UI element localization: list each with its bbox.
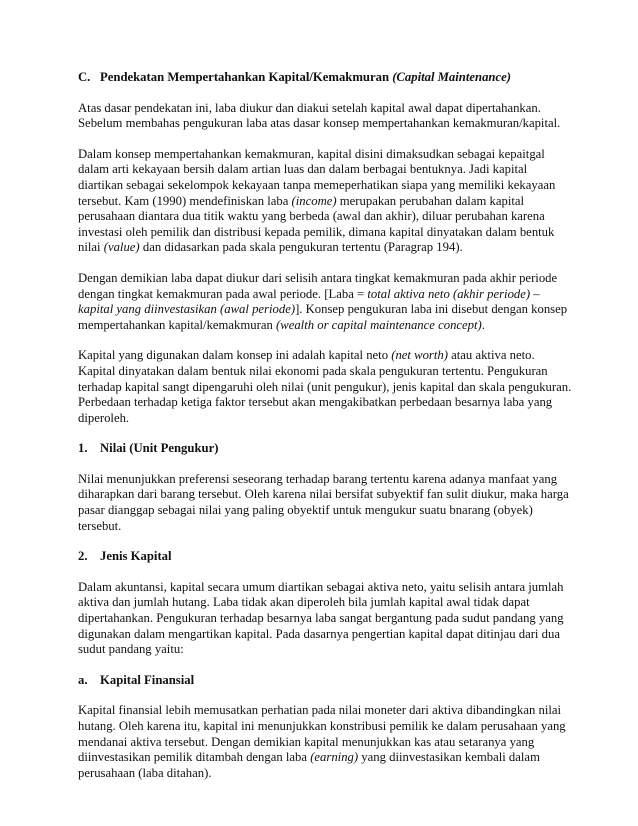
text-line: diartikan sebagai sekelompok kekayaan tanpa memeperhatikan siapa yang memiliki kekayaan — [78, 177, 556, 192]
text-line: investasi oleh pemilik dan distribusi kepada pemilik, dimana kapital dinyatakan dalam bentuk — [78, 224, 555, 239]
text-line: Nilai menunjukkan preferensi seseorang terhadap barang tertentu karena adanya manfaat yang — [78, 471, 558, 486]
text-line: perusahaan (laba ditahan). — [78, 765, 212, 780]
text-line: aktiva dan jumlah hutang. Laba tidak akan diperoleh bila jumlah kapital awal tidak dapat — [78, 595, 530, 610]
text-line: diperoleh. — [78, 410, 130, 425]
document-page — [78, 70, 578, 796]
subheading-number: 1. — [78, 441, 88, 456]
text-line: nilai (value) dan didasarkan pada skala pengukuran tertentu (Paragrap 194). — [78, 240, 463, 255]
subheading-title: Jenis Kapital — [100, 549, 172, 564]
paragraph-net-worth — [78, 348, 578, 426]
subheading-1 — [78, 441, 578, 457]
text-line: diharapkan dari barang tersebut. Oleh karena nilai bersifat subyektif fan sulit diukur, maka harga — [78, 487, 569, 502]
section-number: C. — [78, 70, 91, 84]
text-line: sudut pandang yaitu: — [78, 642, 184, 657]
text-line: Kapital dinyatakan dalam bentuk nilai ekonomi pada skala pengukuran tertentu. Pengukuran — [78, 363, 548, 378]
italic-term: (value) — [103, 240, 140, 255]
text-line: dipertahankan. Pengukuran terhadap besarnya laba sangat bergantung pada sudut pandang yang — [78, 611, 564, 626]
text-line: Dengan demikian laba dapat diukur dari selisih antara tingkat kemakmuran pada akhir periode — [78, 270, 558, 285]
text-line: dengan tingkat kemakmuran pada awal periode. [Laba = total aktiva neto (akhir periode) – — [78, 286, 540, 301]
subheading-title: Nilai (Unit Pengukur) — [100, 441, 219, 456]
text-line: perusahaan diantara dua titik waktu yang berbeda (awal dan akhir), diluar perubahan karena — [78, 209, 545, 224]
italic-term: (income) — [291, 193, 337, 208]
text-line: diinvestasikan pemilik ditambah dengan laba (earning) yang diinvestasikan kembali dalam — [78, 750, 540, 765]
paragraph-capital-concept — [78, 147, 578, 256]
subheading-number: a. — [78, 672, 88, 687]
subheading-a — [78, 673, 578, 689]
text-line: tersebut. Kam (1990) mendefiniskan laba (income) merupakan perubahan dalam kapital — [78, 193, 525, 208]
paragraph-capital-type — [78, 580, 578, 658]
text-line: kapital yang diinvestasikan (awal periode)]. Konsep pengukuran laba ini disebut dengan konsep — [78, 302, 568, 317]
italic-term: (wealth or capital maintenance concept) — [276, 317, 482, 332]
paragraph-intro — [78, 101, 578, 132]
paragraph-financial-capital — [78, 703, 578, 781]
text-line: mempertahankan kapital/kemakmuran (wealth or capital maintenance concept). — [78, 317, 485, 332]
subheading-number: 2. — [78, 549, 88, 564]
text-line: dalam arti kekayaan bersih dalam artian luas dan dalam berbagai bentuknya. Jadi kapital — [78, 162, 528, 177]
section-title: Pendekatan Mempertahankan Kapital/Kemakmuran — [100, 70, 390, 84]
text-line: hutang. Oleh karena itu, kapital ini menunjukkan konstribusi pemilik ke dalam perusahaan yang — [78, 719, 566, 733]
subheading-title: Kapital Finansial — [100, 672, 195, 687]
paragraph-value — [78, 472, 578, 534]
italic-formula: total aktiva neto (akhir periode) – — [367, 286, 540, 301]
subheading-2 — [78, 549, 578, 565]
italic-term: (earning) — [310, 750, 359, 765]
text-line: Kapital finansial lebih memusatkan perhatian pada nilai moneter dari aktiva dibandingkan nilai — [78, 703, 562, 718]
text-line: mendanai aktiva tersebut. Dengan demikian kapital menunjukkan kas atau setaranya yang — [78, 734, 535, 749]
text-line: pasar dianggap sebagai nilai yang paling obyektif untuk mengukur suatu bnarang (obyek) — [78, 503, 533, 518]
italic-term: (net worth) — [391, 348, 448, 363]
text-line: Dalam konsep mempertahankan kemakmuran, kapital disini dimaksudkan sebagai kepaitgal — [78, 146, 545, 161]
text-line: Atas dasar pendekatan ini, laba diukur dan diakui setelah kapital awal dapat dipertahankan. — [78, 100, 541, 115]
section-heading-c — [78, 70, 578, 86]
paragraph-profit-measure — [78, 271, 578, 333]
section-title-italic: (Capital Maintenance) — [392, 70, 511, 84]
text-line: Perbedaan terhadap ketiga faktor tersebut akan mengakibatkan perbedaan besarnya laba yang — [78, 395, 553, 410]
text-line: digunakan dalam mengartikan kapital. Pada dasarnya pengertian kapital dapat ditinjau dari dua — [78, 626, 560, 641]
text-line: tersebut. — [78, 518, 122, 533]
text-line: terhadap kapital sangt dipengaruhi oleh nilai (unit pengukur), jenis kapital dan skala pengukuran. — [78, 379, 572, 394]
text-line: Sebelum membahas pengukuran laba atas dasar konsep mempertahankan kemakmuran/kapital. — [78, 116, 561, 131]
italic-formula: kapital yang diinvestasikan (awal periode) — [78, 302, 296, 317]
text-line: Kapital yang digunakan dalam konsep ini adalah kapital neto (net worth) atau aktiva neto. — [78, 348, 535, 363]
text-line: Dalam akuntansi, kapital secara umum diartikan sebagai aktiva neto, yaitu selisih antara jumlah — [78, 579, 564, 594]
